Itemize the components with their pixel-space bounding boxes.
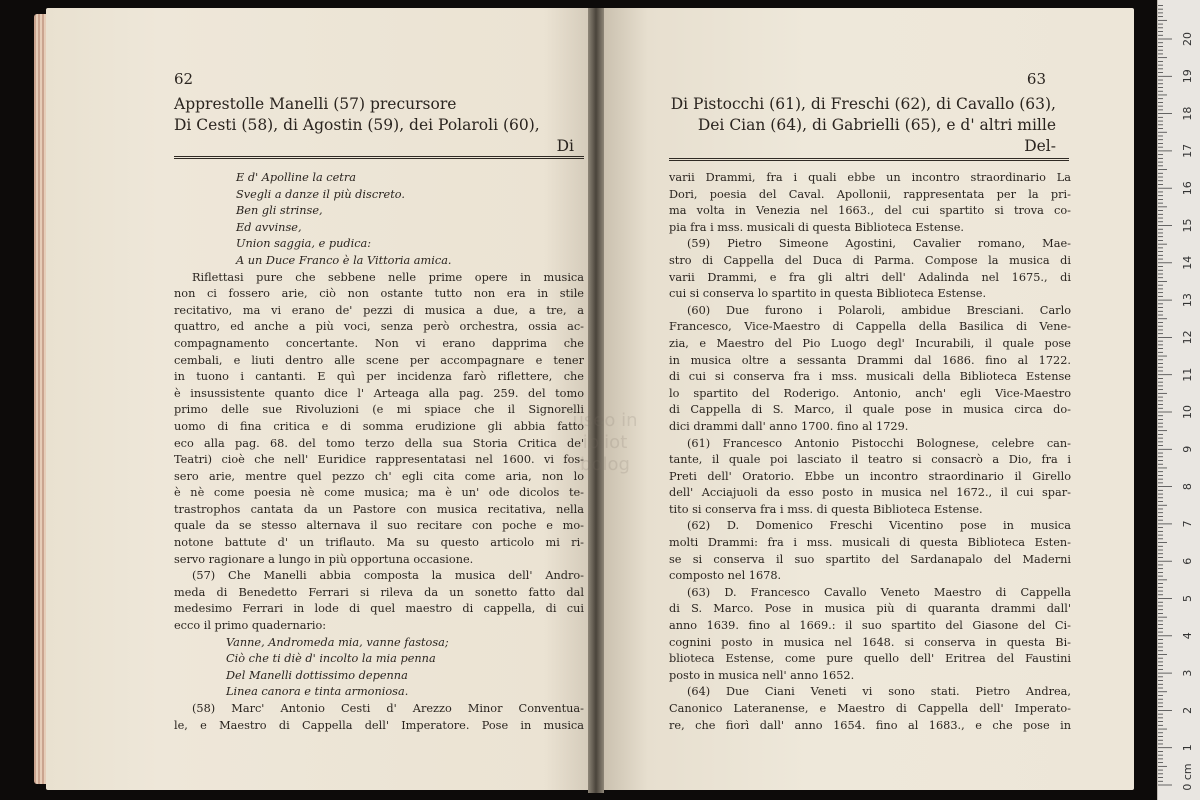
verse-line: Ciò che ti diè d' incolto la mia penna xyxy=(226,652,436,666)
ruler-number: 1 xyxy=(1181,744,1194,752)
text-line: in musica oltre a sessanta Drammi dal 1686. fino al 1722. xyxy=(669,353,1071,367)
text-line: pia fra i mss. musicali di questa Biblioteca Estense. xyxy=(669,220,965,234)
right-header-rule xyxy=(669,158,1069,161)
text-line: (60) Due furono i Polaroli, ambidue Bresciani. Carlo xyxy=(687,303,1071,317)
ruler-number: 6 xyxy=(1181,557,1194,565)
text-line: di cui si conserva fra i mss. musicali della Biblioteca Estense xyxy=(669,370,1071,384)
left-header-line: Di Cesti (58), di Agostin (59), dei Polaroli (60), xyxy=(174,116,540,134)
text-line: posto in musica nell' anno 1652. xyxy=(669,668,855,682)
text-line: servo ragionare a lungo in più opportuna occasione. xyxy=(174,552,474,566)
left-header-rule xyxy=(174,156,584,159)
text-line: compagnamento concertante. Non vi erano dapprima che xyxy=(174,336,584,350)
right-header-line: Dei Cian (64), di Gabrielli (65), e d' altri mille xyxy=(697,116,1056,134)
text-line: recitativo, ma vi erano de' pezzi di musica a due, a tre, a xyxy=(174,303,584,317)
text-line: eco alla pag. 68. del tomo terzo della sua Storia Critica de' xyxy=(174,436,584,450)
text-line: blioteca Estense, come pure quello dell' Eritrea del Faustini xyxy=(669,652,1071,666)
left-page-number: 62 xyxy=(174,70,194,88)
ruler-number: 7 xyxy=(1181,520,1194,528)
book-gutter xyxy=(588,8,604,793)
ruler-number: 12 xyxy=(1181,330,1194,345)
ruler-number: 14 xyxy=(1181,255,1194,270)
text-line: lo spartito del Roderigo. Antonio, anch' egli Vice-Maestro xyxy=(669,386,1071,400)
text-line: zia, e Maestro del Pio Luogo degl' Incurabili, il quale pose xyxy=(669,336,1071,350)
text-line: (63) D. Francesco Cavallo Veneto Maestro di Cappella xyxy=(687,585,1071,599)
text-line: dell' Acciajuoli da esso posto in musica nel 1672., il cui spar- xyxy=(669,486,1071,500)
left-header-line: Di xyxy=(556,137,574,155)
verse-line: Svegli a danze il più discreto. xyxy=(236,187,405,201)
text-line: (59) Pietro Simeone Agostini, Cavalier romano, Mae- xyxy=(687,237,1071,251)
text-line: di S. Marco. Pose in musica più di quaranta drammi dall' xyxy=(669,602,1071,616)
verse-line: Union saggia, e pudica: xyxy=(236,237,372,251)
open-book xyxy=(34,8,1129,793)
ruler-number: 10 xyxy=(1181,405,1194,419)
text-line: anno 1639. fino al 1669.: il suo spartito del Giasone del Ci- xyxy=(669,619,1071,633)
text-line: varii Drammi, e fra gli altri dell' Adalinda nel 1675., di xyxy=(669,270,1071,284)
text-line: meda di Benedetto Ferrari si rileva da un sonetto fatto dal xyxy=(174,585,584,599)
right-page-number: 63 xyxy=(1026,70,1046,88)
text-line: composto nel 1678. xyxy=(669,569,782,583)
text-line: notone battute d' un triflauto. Ma su questo articolo mi ri- xyxy=(174,536,584,550)
verse-line: Ed avvinse, xyxy=(236,220,302,234)
text-line: tante, il quale poi lasciato il teatro si consacrò a Dio, fra i xyxy=(669,453,1071,467)
text-line: (57) Che Manelli abbia composta la musica dell' Andro- xyxy=(192,569,584,583)
text-line: (62) D. Domenico Freschi Vicentino pose in musica xyxy=(687,519,1071,533)
text-line: è insussistente quanto dice l' Arteaga alla pag. 259. del tomo xyxy=(174,386,584,400)
text-line: trastrophos cantata da un Pastore con musica recitativa, nella xyxy=(174,502,584,516)
verse-line: A un Duce Franco è la Vittoria amica. xyxy=(236,253,452,267)
text-line: quale da se stesso alternava il suo recitare con poche e mo- xyxy=(174,519,584,533)
ruler-number: 20 xyxy=(1181,32,1194,46)
text-line: stro di Cappella del Duca di Parma. Compose la musica di xyxy=(669,253,1071,267)
text-line: primo delle sue Rivoluzioni (e mi spiace che il Signorelli xyxy=(174,403,584,417)
text-line: è nè come poesia nè come musica; ma è un' ode dicolos te- xyxy=(174,486,584,500)
ruler-number: 13 xyxy=(1181,293,1194,308)
text-line: Teatri) cioè che nell' Euridice rappresentatasi nel 1600. vi fos- xyxy=(174,453,584,467)
ruler-number: 11 xyxy=(1181,367,1194,382)
text-line: medesimo Ferrari in lode di quel maestro di cappella, di cui xyxy=(174,602,584,616)
text-line: Riflettasi pure che sebbene nelle prime opere in musica xyxy=(192,270,584,284)
text-line: Francesco, Vice-Maestro di Cappella della Basilica di Vene- xyxy=(669,320,1071,334)
text-line: (61) Francesco Antonio Pistocchi Bolognese, celebre can- xyxy=(687,436,1071,450)
left-page xyxy=(46,8,612,790)
verse-line: E d' Apolline la cetra xyxy=(236,171,356,184)
verse-line: Vanne, Andromeda mia, vanne fastosa; xyxy=(226,635,449,649)
ruler-number: 17 xyxy=(1181,143,1194,158)
text-line: varii Drammi, fra i quali ebbe un incontro straordinario La xyxy=(669,171,1071,184)
ruler-number: 15 xyxy=(1181,218,1194,233)
text-line: Dori, poesia del Caval. Apollonii, rappresentata per la pri- xyxy=(669,187,1071,201)
text-line: cui si conserva lo spartito in questa Biblioteca Estense. xyxy=(669,287,987,301)
ruler-number: 16 xyxy=(1181,181,1194,196)
ruler-number: 4 xyxy=(1181,632,1194,640)
ruler-number: 9 xyxy=(1181,445,1194,453)
ruler-number: 3 xyxy=(1181,669,1194,677)
watermark-line: useo in xyxy=(572,410,638,431)
text-line: non ci fossero arie, ciò non ostante tutto non era in stile xyxy=(174,287,584,301)
ruler-scale xyxy=(1158,0,1200,800)
text-line: molti Drammi: fra i mss. musicali di questa Biblioteca Esten- xyxy=(669,536,1071,550)
text-line: re, che fiorì dall' anno 1654. fino al 1683., e che pose in xyxy=(669,718,1071,732)
text-line: sero arie, mentre quel pezzo ch' egli cita come aria, non lo xyxy=(174,469,584,483)
right-header xyxy=(666,94,1056,157)
text-line: ecco il primo quadernario: xyxy=(174,619,327,633)
library-watermark xyxy=(520,410,690,500)
text-line: uomo di fina critica e di somma erudizione gli abbia fatto xyxy=(174,419,584,433)
watermark-line: bolog xyxy=(580,454,630,475)
left-header-line: Apprestolle Manelli (57) precursore xyxy=(174,95,457,113)
right-header-line: Di Pistocchi (61), di Freschi (62), di Cavallo (63), xyxy=(670,95,1056,113)
ruler-number: 18 xyxy=(1181,106,1194,121)
text-line: tito si conserva fra i mss. di questa Biblioteca Estense. xyxy=(669,502,983,516)
text-line: cembali, e liuti dentro alle scene per accompagnare e tener xyxy=(174,353,584,367)
right-header-line: Del- xyxy=(1024,137,1056,155)
text-line: le, e Maestro di Cappella dell' Imperatore. Pose in musica xyxy=(174,718,584,732)
verse-line: Ben gli strinse, xyxy=(236,204,323,218)
text-line: dici drammi dall' anno 1700. fino al 1729. xyxy=(669,419,909,433)
text-line: Canonico Lateranense, e Maestro di Cappella dell' Imperato- xyxy=(669,702,1071,715)
text-line: cognini posto in musica nel 1648. si conserva in questa Bi- xyxy=(669,635,1071,649)
watermark-line: ibliot xyxy=(582,432,628,453)
measurement-ruler xyxy=(1157,0,1200,800)
right-page xyxy=(594,8,1134,790)
verse-line: Del Manelli dottissimo depenna xyxy=(226,668,408,682)
right-body-text xyxy=(669,170,1071,734)
ruler-number: 19 xyxy=(1181,69,1194,84)
ruler-number: 8 xyxy=(1181,483,1194,491)
text-line: quattro, ed anche a più voci, senza però orchestra, ossia ac- xyxy=(174,320,584,334)
ruler-number: 0 cm xyxy=(1181,763,1194,791)
verse-line: Linea canora e tinta armoniosa. xyxy=(226,685,409,699)
text-line: ma volta in Venezia nel 1663., del cui spartito si trova co- xyxy=(669,204,1071,218)
left-header xyxy=(174,94,594,157)
ruler-number: 2 xyxy=(1181,706,1194,714)
text-line: (64) Due Ciani Veneti vi sono stati. Pietro Andrea, xyxy=(687,685,1071,699)
ruler-number: 5 xyxy=(1181,595,1194,602)
text-line: in tuono i cantanti. E quì per incidenza farò riflettere, che xyxy=(174,370,584,384)
text-line: di Cappella di S. Marco, il quale pose in musica circa do- xyxy=(669,403,1071,417)
text-line: se si conserva il suo spartito del Sardanapalo del Maderni xyxy=(669,552,1071,566)
text-line: Preti dell' Oratorio. Ebbe un incontro straordinario il Girello xyxy=(669,469,1071,483)
text-line: (58) Marc' Antonio Cesti d' Arezzo Minor Conventua- xyxy=(192,702,584,715)
